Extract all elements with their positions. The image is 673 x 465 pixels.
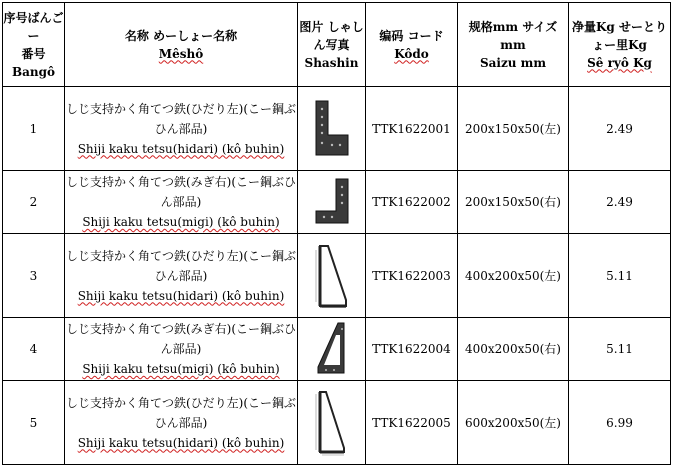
header-number xyxy=(3,3,65,87)
header-photo-jp: 图片 しゃしん写真 xyxy=(299,19,364,52)
row-name-romaji: Shiji kaku tetsu(hidari) (kô buhin) xyxy=(77,141,285,156)
row-photo xyxy=(298,234,366,318)
row-photo xyxy=(298,87,366,171)
parts-spec-table xyxy=(2,2,671,465)
row-photo xyxy=(298,171,366,234)
table-row xyxy=(3,171,671,234)
table-row xyxy=(3,318,671,381)
header-number-romaji: Bangô xyxy=(11,64,56,79)
row-name-romaji: Shiji kaku tetsu(migi) (kô buhin) xyxy=(82,362,280,376)
table-row xyxy=(3,234,671,318)
header-name-romaji: Mêshô xyxy=(158,46,204,61)
header-name xyxy=(65,3,298,87)
header-code xyxy=(366,3,458,87)
row-name-jp: しじ支持かく角てつ鉄(みぎ右)(こー鋼ぶひん部品) xyxy=(65,175,297,209)
row-code: TTK1622002 xyxy=(366,171,458,234)
row-code: TTK1622001 xyxy=(366,87,458,171)
row-weight: 5.11 xyxy=(569,318,671,381)
row-name xyxy=(65,318,298,381)
header-photo-romaji: Shashin xyxy=(304,55,359,70)
header-photo xyxy=(298,3,366,87)
tall-triangle-bracket-icon xyxy=(312,390,352,456)
header-code-romaji: Kôdo xyxy=(394,46,429,61)
row-name-romaji: Shiji kaku tetsu(hidari) (kô buhin) xyxy=(77,435,285,450)
header-weight-jp: 净量Kg せーとりょー里Kg xyxy=(572,19,667,52)
row-name xyxy=(65,87,298,171)
row-name-jp: しじ支持かく角てつ鉄(ひだり左)(こー鋼ぶひん部品) xyxy=(65,101,297,136)
row-name xyxy=(65,381,298,465)
row-name-jp: しじ支持かく角てつ鉄(ひだり左)(こー鋼ぶひん部品) xyxy=(65,248,297,283)
header-weight xyxy=(569,3,671,87)
row-code: TTK1622005 xyxy=(366,381,458,465)
row-size: 400x200x50(左) xyxy=(458,234,569,318)
header-row xyxy=(3,3,671,87)
row-number: 3 xyxy=(3,234,65,318)
row-photo xyxy=(298,318,366,381)
table-row xyxy=(3,87,671,171)
row-name-jp: しじ支持かく角てつ鉄(みぎ右)(こー鋼ぶひん部品) xyxy=(65,322,297,356)
row-name-romaji: Shiji kaku tetsu(hidari) (kô buhin) xyxy=(77,288,285,303)
header-name-jp: 名称 めーしょー名称 xyxy=(124,28,238,43)
row-size: 600x200x50(左) xyxy=(458,381,569,465)
row-code: TTK1622004 xyxy=(366,318,458,381)
header-code-jp: 编码 コード xyxy=(379,28,444,43)
row-number: 5 xyxy=(3,381,65,465)
row-size: 200x150x50(左) xyxy=(458,87,569,171)
row-code: TTK1622003 xyxy=(366,234,458,318)
header-size xyxy=(458,3,569,87)
row-size: 200x150x50(右) xyxy=(458,171,569,234)
row-weight: 2.49 xyxy=(569,171,671,234)
header-number-jp: 序号ばんごー xyxy=(3,10,64,43)
row-number: 1 xyxy=(3,87,65,171)
right-angle-bracket-icon xyxy=(312,177,352,227)
header-size-romaji: Saizu mm xyxy=(479,55,547,70)
row-weight: 6.99 xyxy=(569,381,671,465)
header-weight-romaji: Sê ryô Kg xyxy=(587,55,652,70)
row-name-romaji: Shiji kaku tetsu(migi) (kô buhin) xyxy=(82,215,280,229)
row-weight: 5.11 xyxy=(569,234,671,318)
row-size: 400x200x50(右) xyxy=(458,318,569,381)
row-number: 2 xyxy=(3,171,65,234)
row-name-jp: しじ支持かく角てつ鉄(ひだり左)(こー鋼ぶひん部品) xyxy=(65,395,297,430)
row-name xyxy=(65,234,298,318)
header-size-jp: 规格mm サイズmm xyxy=(468,19,558,52)
table-row xyxy=(3,381,671,465)
header-number-kanji: 番号 xyxy=(21,46,46,61)
triangle-bracket-icon xyxy=(312,244,352,308)
left-angle-bracket-icon xyxy=(312,99,352,159)
row-weight: 2.49 xyxy=(569,87,671,171)
row-photo xyxy=(298,381,366,465)
triangle-bracket-icon xyxy=(312,321,352,377)
row-name xyxy=(65,171,298,234)
row-number: 4 xyxy=(3,318,65,381)
